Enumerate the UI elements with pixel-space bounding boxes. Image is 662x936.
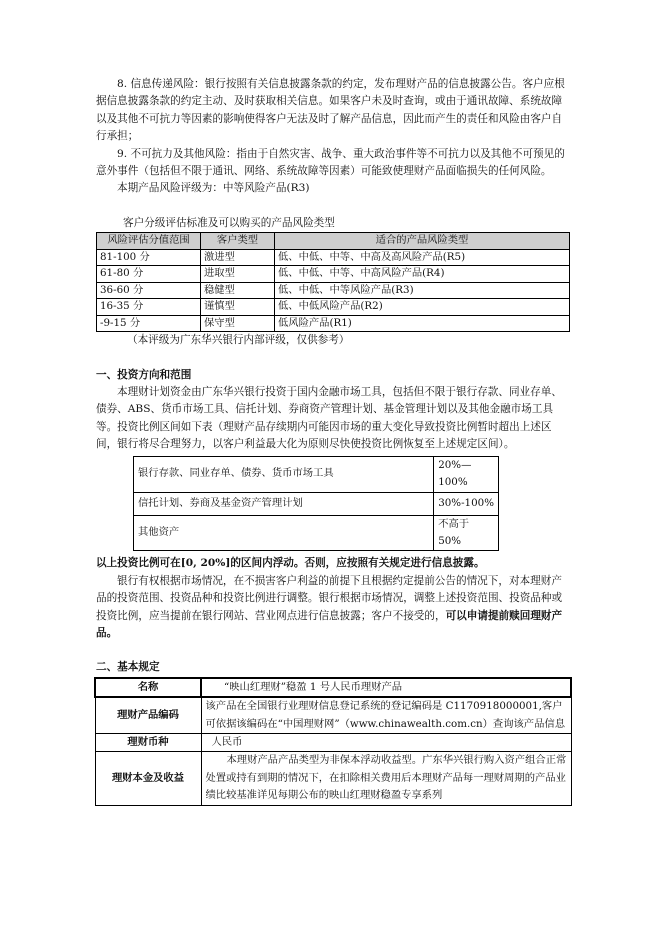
product-cell: 低、中低风险产品(R2)	[275, 299, 570, 316]
table-row	[97, 282, 570, 299]
risk-table-note: （本评级为广东华兴银行内部评级，仅供参考）	[127, 334, 350, 347]
ratio-cell: 30%-100%	[434, 492, 499, 515]
risk-table	[96, 232, 570, 332]
type-cell: 进取型	[201, 266, 275, 283]
section-title-investment: 一、投资方向和范围	[96, 368, 192, 381]
score-cell: 61-80 分	[97, 266, 201, 283]
risk-paragraph-9: 9. 不可抗力及其他风险：指由于自然灾害、战争、重大政治事件等不可抗力以及其他不可预见的意外事件（包括但不限于通讯、网络、系统故障等因素）可能致使理财产品面临损失的任何风险。	[96, 147, 565, 178]
score-cell: 81-100 分	[97, 249, 201, 266]
product-cell: 低风险产品(R1)	[275, 315, 570, 332]
investment-paragraph: 本理财计划资金由广东华兴银行投资于国内金融市场工具，包括但不限于银行存款、同业存单、债券、ABS、货币市场工具、信托计划、券商资产管理计划、基金管理计划以及其他金融市场工具等。投资比例区间如下表（理财产品存续期内可能因市场的重大变化导致投资比例暂时超出上述区间，银行将尽合理努力，以客户利益最大化为原则尽快使投资比例恢复至上述规定区间）。	[96, 386, 562, 451]
table-row	[97, 266, 570, 283]
asset-cell: 其他资产	[134, 515, 434, 551]
asset-cell: 信托计划、券商及基金资产管理计划	[134, 492, 434, 515]
product-cell: 低、中低、中等、中高及高风险产品(R5)	[275, 249, 570, 266]
score-cell: 16-35 分	[97, 299, 201, 316]
table-row	[95, 733, 571, 751]
document-page	[96, 76, 570, 806]
risk-rating: 本期产品风险评级为：中等风险产品(R3)	[117, 182, 310, 195]
table-row	[134, 515, 499, 551]
risk-paragraph-8: 8. 信息传递风险：银行按照有关信息披露条款的约定，发布理财产品的信息披露公告。客户应根据信息披露条款的约定主动、及时获取相关信息。如果客户未及时查询，或由于通讯故障、系统故障以及其他不可抗力等因素的影响使得客户无法及时了解产品信息，因此而产生的责任和风险由客户自行承担；	[96, 78, 565, 143]
header-product-risk: 适合的产品风险类型	[275, 233, 570, 250]
section-title-basic: 二、基本规定	[96, 661, 160, 674]
score-cell: -9-15 分	[97, 315, 201, 332]
table-row	[97, 249, 570, 266]
value-currency: 人民币	[201, 733, 571, 751]
risk-table-caption: 客户分级评估标准及可以购买的产品风险类型	[123, 216, 335, 229]
label-principal: 理财本金及收益	[95, 752, 201, 805]
label-name: 名称	[95, 678, 201, 697]
risk-table-header	[97, 233, 570, 250]
table-row	[97, 299, 570, 316]
float-range-notice: 以上投资比例可在[0, 20%]的区间内浮动。否则，应按照有关规定进行信息披露。	[96, 557, 485, 570]
product-cell: 低、中低、中等风险产品(R3)	[275, 282, 570, 299]
ratio-cell: 20%—100%	[434, 456, 499, 492]
allocation-table	[133, 456, 499, 552]
header-score-range: 风险评估分值范围	[97, 233, 201, 250]
score-cell: 36-60 分	[97, 282, 201, 299]
value-code: 该产品在全国银行业理财信息登记系统的登记编码是 C1170918000001,客户可依据该编码在“中国理财网”（www.chinawealth.com.cn）查询该产品信息	[201, 697, 571, 733]
table-row	[95, 697, 571, 733]
table-row	[97, 315, 570, 332]
label-currency: 理财币种	[95, 733, 201, 751]
adjustment-text: 银行有权根据市场情况，在不损害客户利益的前提下且根据约定提前公告的情况下，对本理财产品的投资范围、投资品种和投资比例进行调整。银行根据市场情况，调整上述投资范围、投资品种或投资比例，应当提前在银行网站、营业网点进行信息披露；客户不接受的，	[96, 574, 563, 622]
table-row	[134, 492, 499, 515]
header-client-type: 客户类型	[201, 233, 275, 250]
ratio-cell: 不高于 50%	[434, 515, 499, 551]
value-principal: 本理财产品产品类型为非保本浮动收益型。广东华兴银行购入资产组合正常处置或持有到期的情况下，在扣除相关费用后本理财产品每一理财周期的产品业绩比较基准详见每期公布的映山红理财稳盈专享系列	[201, 752, 571, 805]
type-cell: 谨慎型	[201, 299, 275, 316]
table-row	[95, 678, 571, 697]
label-code: 理财产品编码	[95, 697, 201, 733]
adjustment-paragraph	[96, 573, 570, 643]
type-cell: 激进型	[201, 249, 275, 266]
table-row	[95, 752, 571, 805]
type-cell: 稳健型	[201, 282, 275, 299]
basic-rules-table	[94, 677, 572, 806]
table-row	[134, 456, 499, 492]
value-name: “映山红理财”稳盈 1 号人民币理财产品	[201, 678, 571, 697]
type-cell: 保守型	[201, 315, 275, 332]
product-cell: 低、中低、中等、中高风险产品(R4)	[275, 266, 570, 283]
redemption-notice: 可以申请提前赎回理财产品。	[96, 609, 563, 639]
asset-cell: 银行存款、同业存单、债券、货币市场工具	[134, 456, 434, 492]
